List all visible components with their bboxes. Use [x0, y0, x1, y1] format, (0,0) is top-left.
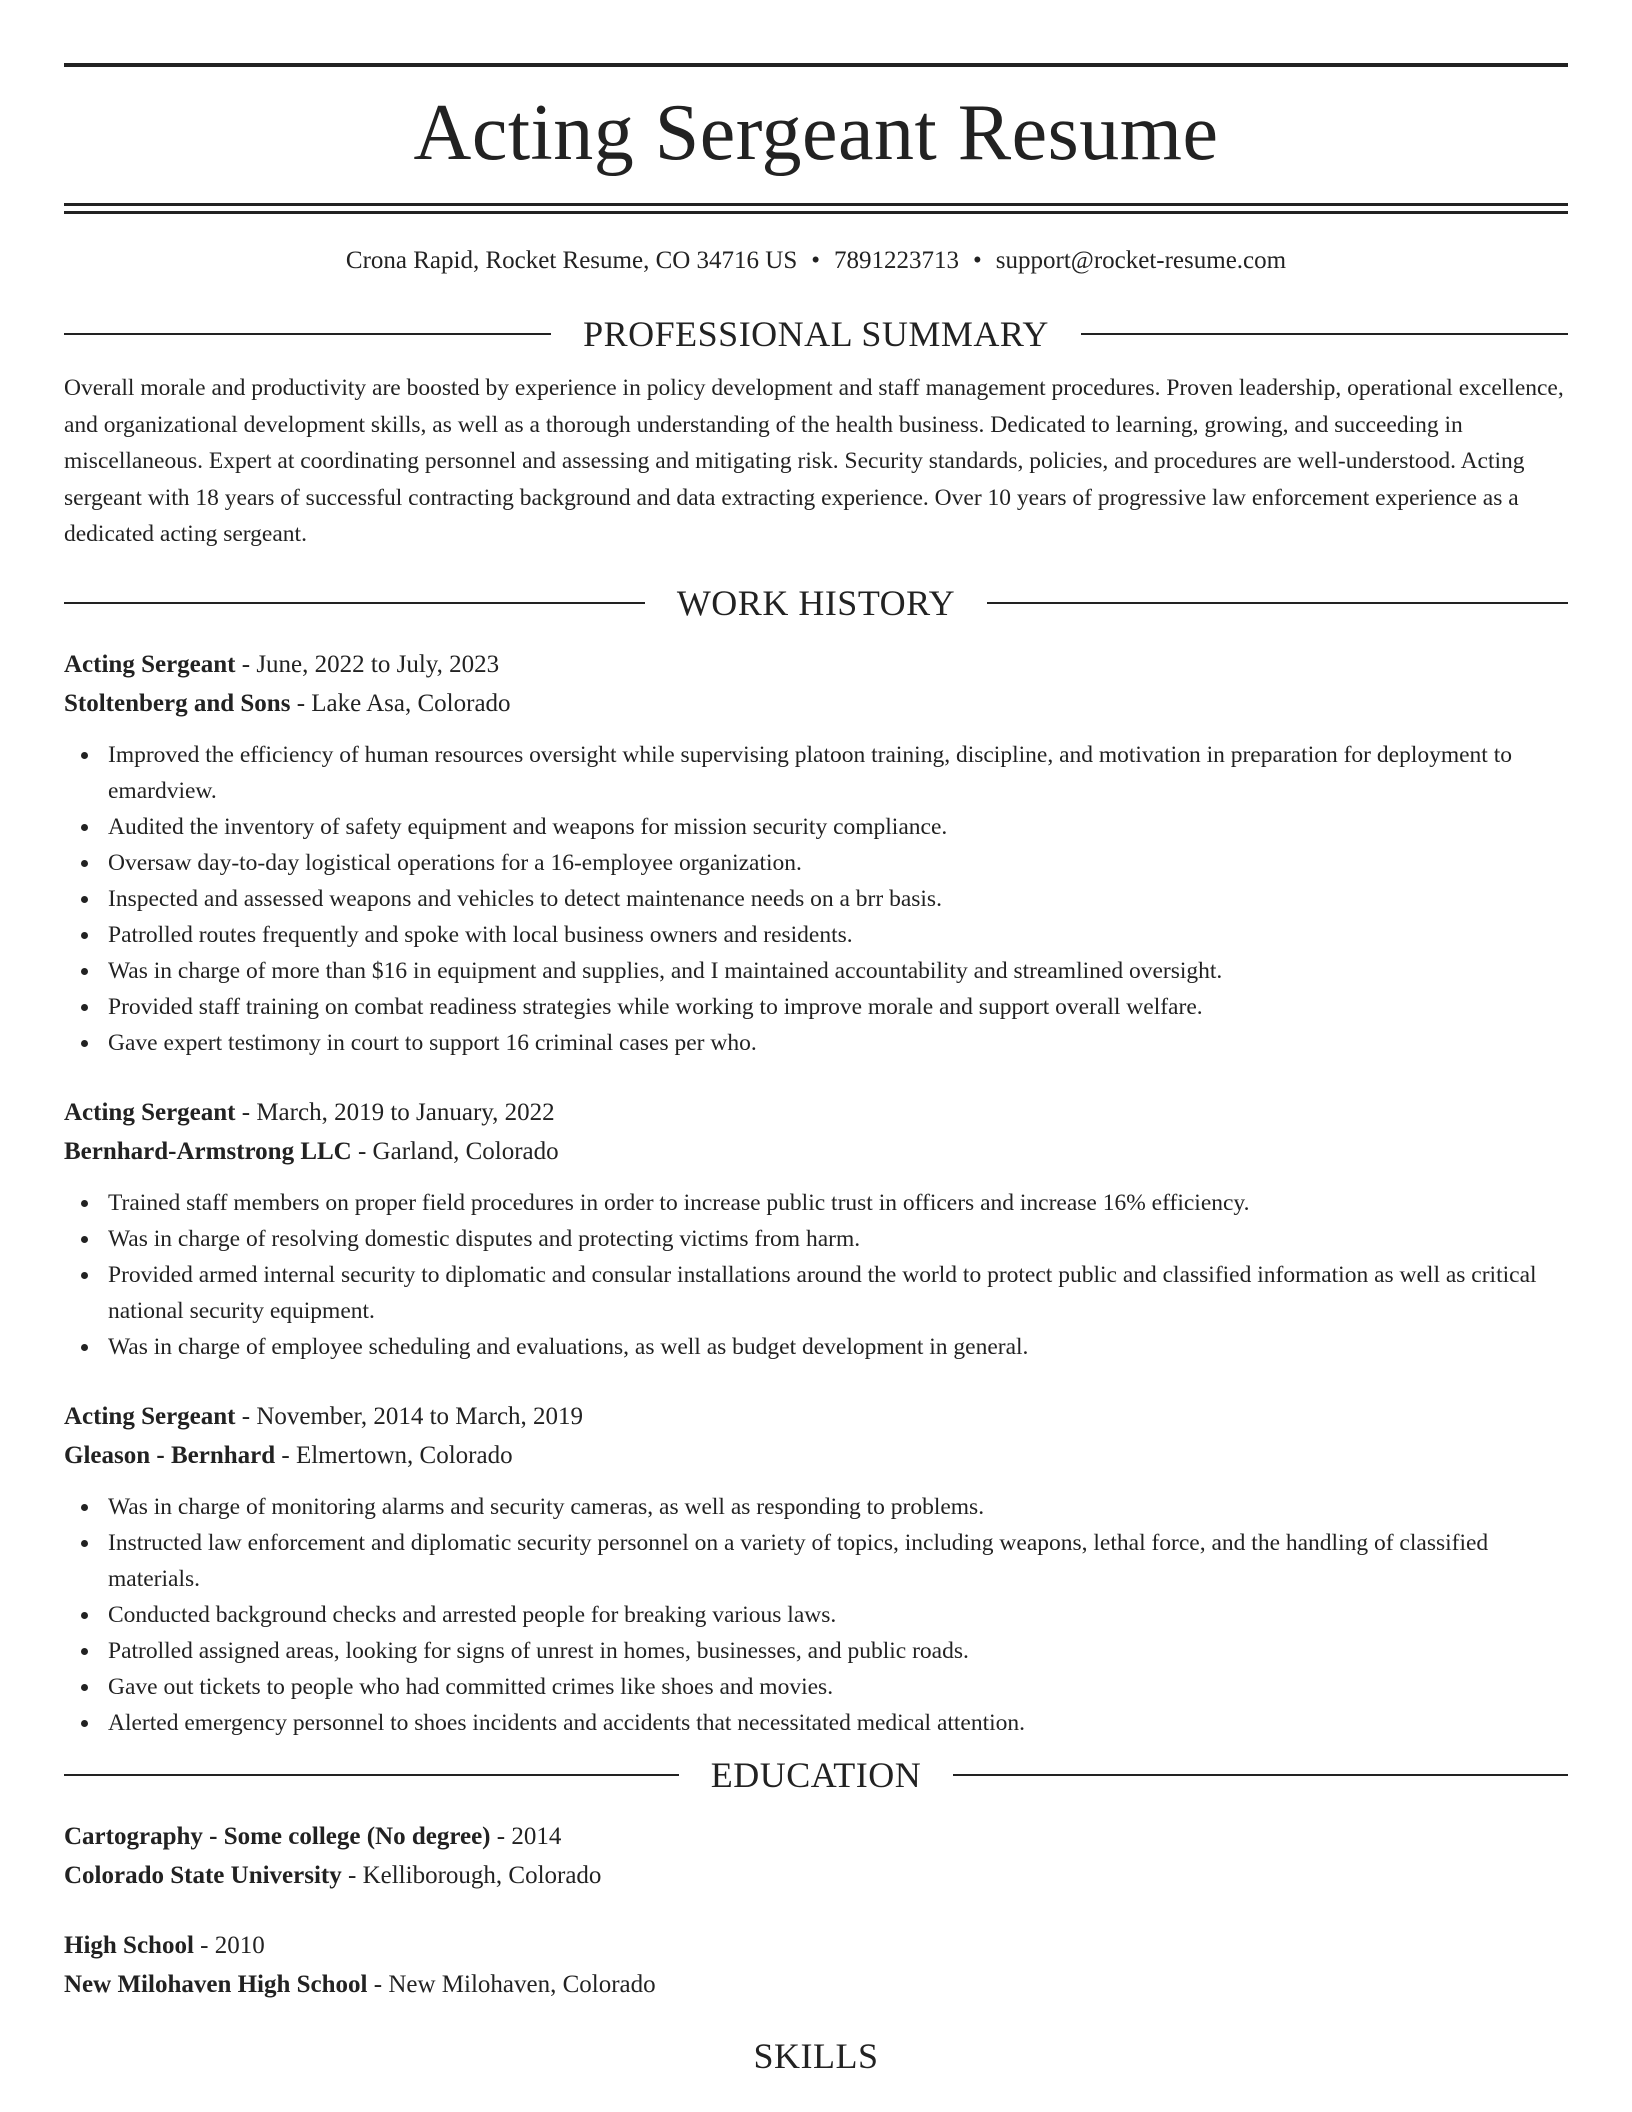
bullet-icon — [81, 752, 88, 759]
section-rule-left — [64, 333, 551, 335]
job-title-line — [64, 1397, 1568, 1436]
list-item: Gave out tickets to people who had committed crimes like shoes and movies. — [64, 1669, 1568, 1705]
contact-line — [64, 244, 1568, 278]
education-entry — [64, 1817, 1568, 1895]
job-title: Acting Sergeant — [64, 1402, 236, 1430]
bullet-icon — [81, 1612, 88, 1619]
section-header-education — [64, 1753, 1568, 1797]
education-location: - Kelliborough, Colorado — [341, 1861, 602, 1889]
education-year: - 2014 — [490, 1822, 562, 1850]
job-location: - Garland, Colorado — [351, 1137, 559, 1165]
job-entry — [64, 1397, 1568, 1741]
job-dates: - June, 2022 to July, 2023 — [235, 650, 500, 678]
section-header-skills — [64, 2034, 1568, 2078]
job-company: Bernhard-Armstrong LLC — [64, 1137, 352, 1165]
list-item: Patrolled routes frequently and spoke with local business owners and residents. — [64, 917, 1568, 953]
education-school-line — [64, 1965, 1568, 2004]
education-entry — [64, 1926, 1568, 2004]
bullet-icon — [81, 1540, 88, 1547]
job-bullets — [64, 1185, 1568, 1365]
bullet-icon — [81, 896, 88, 903]
list-item: Was in charge of employee scheduling and evaluations, as well as budget development in general. — [64, 1329, 1568, 1365]
education-degree: High School — [64, 1931, 194, 1959]
education-year: - 2010 — [193, 1931, 265, 1959]
job-dates: - March, 2019 to January, 2022 — [235, 1098, 555, 1126]
list-item: Improved the efficiency of human resources oversight while supervising platoon training, discipline, and motivation in preparation for deployment to emardview. — [64, 737, 1568, 809]
section-rule-right — [987, 602, 1568, 604]
job-entry — [64, 1093, 1568, 1365]
section-rule-left — [64, 602, 645, 604]
bullet-icon — [81, 1004, 88, 1011]
section-header-summary — [64, 312, 1568, 356]
bullet-icon — [81, 824, 88, 831]
section-rule-right — [953, 1774, 1568, 1776]
section-title-work: WORK HISTORY — [676, 582, 956, 623]
job-entry — [64, 645, 1568, 1061]
job-bullets — [64, 1489, 1568, 1741]
contact-separator: • — [973, 247, 982, 274]
section-title-education: EDUCATION — [710, 1754, 922, 1795]
bullet-icon — [81, 860, 88, 867]
summary-text: Overall morale and productivity are boosted by experience in policy development and staff management procedures. Proven leadership, operational excellence, and organizational development skills, as well as a thorough understanding of the health business. Dedicated to learning, growing, and succeeding in miscellaneous. Expert at coordinating personnel and assessing and mitigating risk. Security standards, policies, and procedures are well-understood. Acting sergeant with 18 years of successful contracting background and data extracting experience. Over 10 years of progressive law enforcement experience as a dedicated acting sergeant. — [64, 375, 1564, 547]
job-location: - Lake Asa, Colorado — [290, 689, 511, 717]
bullet-icon — [81, 1344, 88, 1351]
bullet-icon — [81, 1648, 88, 1655]
education-school-line — [64, 1856, 1568, 1895]
section-title-summary: PROFESSIONAL SUMMARY — [583, 314, 1049, 354]
job-bullets — [64, 737, 1568, 1061]
bullet-icon — [81, 968, 88, 975]
section-title-skills: SKILLS — [753, 2035, 879, 2076]
list-item: Inspected and assessed weapons and vehicles to detect maintenance needs on a brr basis. — [64, 881, 1568, 917]
section-header-work — [64, 581, 1568, 625]
section-rule-right — [1081, 333, 1568, 335]
contact-phone: 7891223713 — [834, 247, 960, 274]
bullet-icon — [81, 1200, 88, 1207]
list-item: Instructed law enforcement and diplomatic security personnel on a variety of topics, including weapons, lethal force, and the handling of classified materials. — [64, 1525, 1568, 1597]
list-item: Provided staff training on combat readiness strategies while working to improve morale and support overall welfare. — [64, 989, 1568, 1025]
list-item: Conducted background checks and arrested people for breaking various laws. — [64, 1597, 1568, 1633]
education-location: - New Milohaven, Colorado — [367, 1970, 656, 1998]
job-location: - Elmertown, Colorado — [275, 1441, 513, 1469]
top-rule — [64, 63, 1568, 67]
bullet-icon — [81, 1720, 88, 1727]
job-company-line — [64, 1132, 1568, 1171]
job-company: Gleason - Bernhard — [64, 1441, 276, 1469]
contact-address: Crona Rapid, Rocket Resume, CO 34716 US — [345, 247, 798, 274]
job-title-line — [64, 645, 1568, 684]
list-item: Oversaw day-to-day logistical operations for a 16-employee organization. — [64, 845, 1568, 881]
education-degree-line — [64, 1926, 1568, 1965]
job-dates: - November, 2014 to March, 2019 — [235, 1402, 584, 1430]
list-item: Trained staff members on proper field procedures in order to increase public trust in officers and increase 16% efficiency. — [64, 1185, 1568, 1221]
section-rule-left — [64, 1774, 679, 1776]
bullet-icon — [81, 1236, 88, 1243]
bullet-icon — [81, 932, 88, 939]
job-title: Acting Sergeant — [64, 650, 236, 678]
job-company: Stoltenberg and Sons — [64, 689, 291, 717]
bullet-icon — [81, 1684, 88, 1691]
list-item: Audited the inventory of safety equipment and weapons for mission security compliance. — [64, 809, 1568, 845]
education-degree-line — [64, 1817, 1568, 1856]
list-item: Was in charge of resolving domestic disputes and protecting victims from harm. — [64, 1221, 1568, 1257]
title-double-rule — [64, 203, 1568, 214]
job-title-line — [64, 1093, 1568, 1132]
bullet-icon — [81, 1040, 88, 1047]
list-item: Gave expert testimony in court to support 16 criminal cases per who. — [64, 1025, 1568, 1061]
job-company-line — [64, 1436, 1568, 1475]
contact-separator: • — [811, 247, 821, 274]
education-school: New Milohaven High School — [64, 1970, 368, 1998]
list-item: Alerted emergency personnel to shoes incidents and accidents that necessitated medical attention. — [64, 1705, 1568, 1741]
list-item: Was in charge of monitoring alarms and security cameras, as well as responding to problems. — [64, 1489, 1568, 1525]
resume-title: Acting Sergeant Resume — [413, 89, 1219, 177]
job-company-line — [64, 684, 1568, 723]
job-title: Acting Sergeant — [64, 1098, 236, 1126]
list-item: Provided armed internal security to diplomatic and consular installations around the world to protect public and classified information as well as critical national security equipment. — [64, 1257, 1568, 1329]
bullet-icon — [81, 1272, 88, 1279]
list-item: Patrolled assigned areas, looking for signs of unrest in homes, businesses, and public roads. — [64, 1633, 1568, 1669]
bullet-icon — [81, 1504, 88, 1511]
list-item: Was in charge of more than $16 in equipment and supplies, and I maintained accountability and streamlined oversight. — [64, 953, 1568, 989]
education-degree: Cartography - Some college (No degree) — [64, 1822, 491, 1850]
contact-email: support@rocket-resume.com — [995, 247, 1287, 274]
education-school: Colorado State University — [64, 1861, 342, 1889]
